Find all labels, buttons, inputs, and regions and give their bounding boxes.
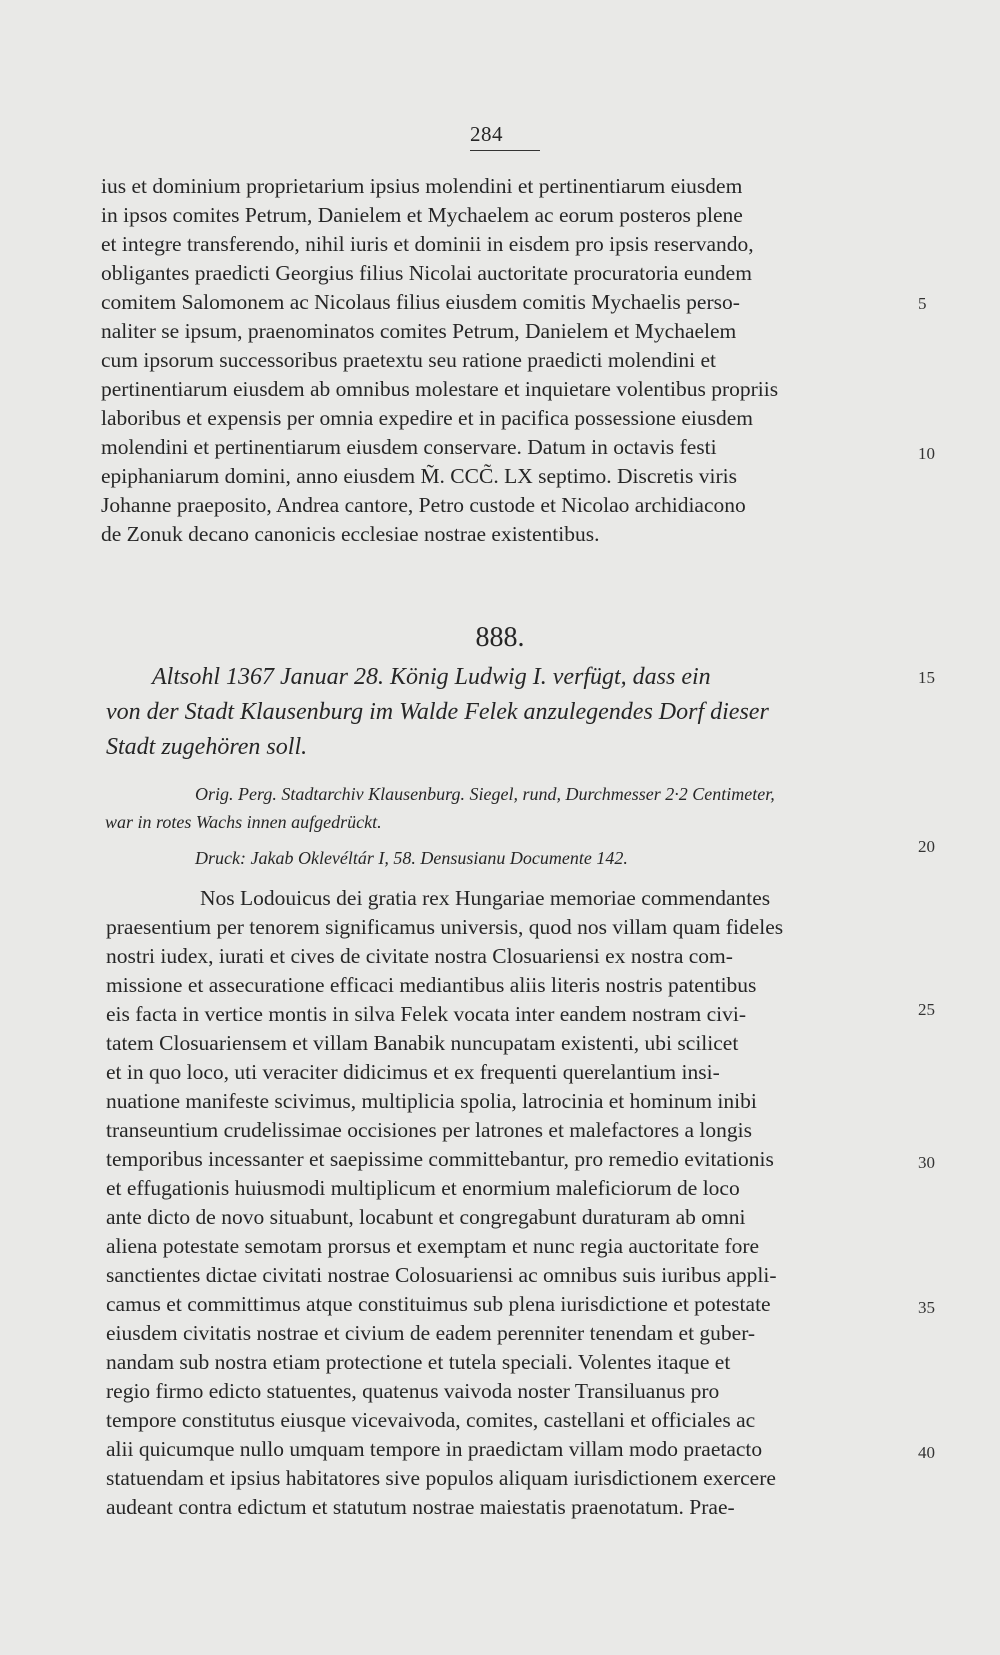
- top-paragraph: [101, 172, 901, 549]
- line-number: 40: [918, 1443, 935, 1462]
- text-line: camus et committimus atque constituimus sub plena iurisdictione et potestate: [106, 1292, 771, 1316]
- text-line: laboribus et expensis per omnia expedire et in pacifica possessione eiusdem: [101, 406, 753, 430]
- text-line: missione et assecuratione efficaci mediantibus aliis literis nostris patentibus: [106, 973, 757, 997]
- line-number: 15: [918, 668, 935, 687]
- text-line: nostri iudex, iurati et cives de civitate nostra Closuariensi ex nostra com-: [106, 944, 733, 968]
- text-line: cum ipsorum successoribus praetextu seu ratione praedicti molendini et: [101, 348, 716, 372]
- regest-line: Altsohl 1367 Januar 28. König Ludwig I. verfügt, dass ein: [152, 664, 711, 690]
- line-number: 25: [918, 1000, 935, 1019]
- page-number-rule: [470, 150, 540, 151]
- text-line: transeuntium crudelissimae occisiones per latrones et malefactores a longis: [106, 1118, 752, 1142]
- line-number: 35: [918, 1298, 935, 1317]
- text-line: de Zonuk decano canonicis ecclesiae nostrae existentibus.: [101, 522, 600, 546]
- line-number: 10: [918, 444, 935, 463]
- text-line: nuatione manifeste scivimus, multiplicia spolia, latrocinia et hominum inibi: [106, 1089, 757, 1113]
- source-notes: [105, 780, 905, 872]
- document-number: 888.: [475, 622, 525, 653]
- text-line: Johanne praeposito, Andrea cantore, Petro custode et Nicolao archidiacono: [101, 493, 746, 517]
- regest: [106, 660, 906, 765]
- text-line: in ipsos comites Petrum, Danielem et Mychaelem ac eorum posteros plene: [101, 203, 743, 227]
- line-number: 5: [918, 294, 927, 313]
- text-line: ius et dominium proprietarium ipsius molendini et pertinentiarum eiusdem: [101, 174, 743, 198]
- text-line: nandam sub nostra etiam protectione et tutela speciali. Volentes itaque et: [106, 1350, 731, 1374]
- text-line: alii quicumque nullo umquam tempore in praedictam villam modo praetacto: [106, 1437, 763, 1461]
- page-number: 284: [470, 122, 503, 146]
- text-line: obligantes praedicti Georgius filius Nicolai auctoritate procuratoria eundem: [101, 261, 752, 285]
- text-line: regio firmo edicto statuentes, quatenus vaivoda noster Transiluanus pro: [106, 1379, 720, 1403]
- note-line: Orig. Perg. Stadtarchiv Klausenburg. Siegel, rund, Durchmesser 2·2 Centimeter,: [195, 784, 775, 804]
- text-line: tempore constitutus eiusque vicevaivoda, comites, castellani et officiales ac: [106, 1408, 756, 1432]
- text-line: ante dicto de novo situabunt, locabunt et congregabunt duraturam ab omni: [106, 1205, 746, 1229]
- text-line: et in quo loco, uti veraciter didicimus et ex frequenti querelantium insi-: [106, 1060, 720, 1084]
- text-line: tatem Closuariensem et villam Banabik nuncupatam existenti, ubi scilicet: [106, 1031, 739, 1055]
- text-line: comitem Salomonem ac Nicolaus filius eiusdem comitis Mychaelis perso-: [101, 290, 740, 314]
- text-line: et integre transferendo, nihil iuris et dominii in eisdem pro ipsis reservando,: [101, 232, 754, 256]
- text-line: Nos Lodouicus dei gratia rex Hungariae memoriae commendantes: [200, 886, 771, 910]
- text-line: aliena potestate semotam prorsus et exemptam et nunc regia auctoritate fore: [106, 1234, 760, 1258]
- regest-line: Stadt zugehören soll.: [106, 734, 308, 760]
- text-line: pertinentiarum eiusdem ab omnibus molestare et inquietare volentibus propriis: [101, 377, 779, 401]
- note-line: Druck: Jakab Oklevéltár I, 58. Densusianu Documente 142.: [195, 848, 628, 868]
- note-line: war in rotes Wachs innen aufgedrückt.: [105, 812, 382, 832]
- text-line: eis facta in vertice montis in silva Felek vocata inter eandem nostram civi-: [106, 1002, 747, 1026]
- text-line: temporibus incessanter et saepissime committebantur, pro remedio evitationis: [106, 1147, 774, 1171]
- text-line: statuendam et ipsius habitatores sive populos aliquam iurisdictionem exercere: [106, 1466, 776, 1490]
- text-line: praesentium per tenorem significamus universis, quod nos villam quam fideles: [106, 915, 784, 939]
- text-line: epiphaniarum domini, anno eiusdem M̃. CCC̃. LX septimo. Discretis viris: [101, 464, 737, 488]
- text-line: molendini et pertinentiarum eiusdem conservare. Datum in octavis festi: [101, 435, 717, 459]
- text-line: et effugationis huiusmodi multiplicum et enormium maleficiorum de loco: [106, 1176, 740, 1200]
- text-line: sanctientes dictae civitati nostrae Colosuariensi ac omnibus suis iuribus appli-: [106, 1263, 777, 1287]
- text-line: eiusdem civitatis nostrae et civium de eadem perenniter tenendam et guber-: [106, 1321, 756, 1345]
- line-number: 30: [918, 1153, 935, 1172]
- text-line: audeant contra edictum et statutum nostrae maiestatis praenotatum. Prae-: [106, 1495, 735, 1519]
- main-text: [106, 884, 906, 1522]
- line-number: 20: [918, 837, 935, 856]
- text-line: naliter se ipsum, praenominatos comites Petrum, Danielem et Mychaelem: [101, 319, 737, 343]
- regest-line: von der Stadt Klausenburg im Walde Felek anzulegendes Dorf dieser: [106, 699, 769, 725]
